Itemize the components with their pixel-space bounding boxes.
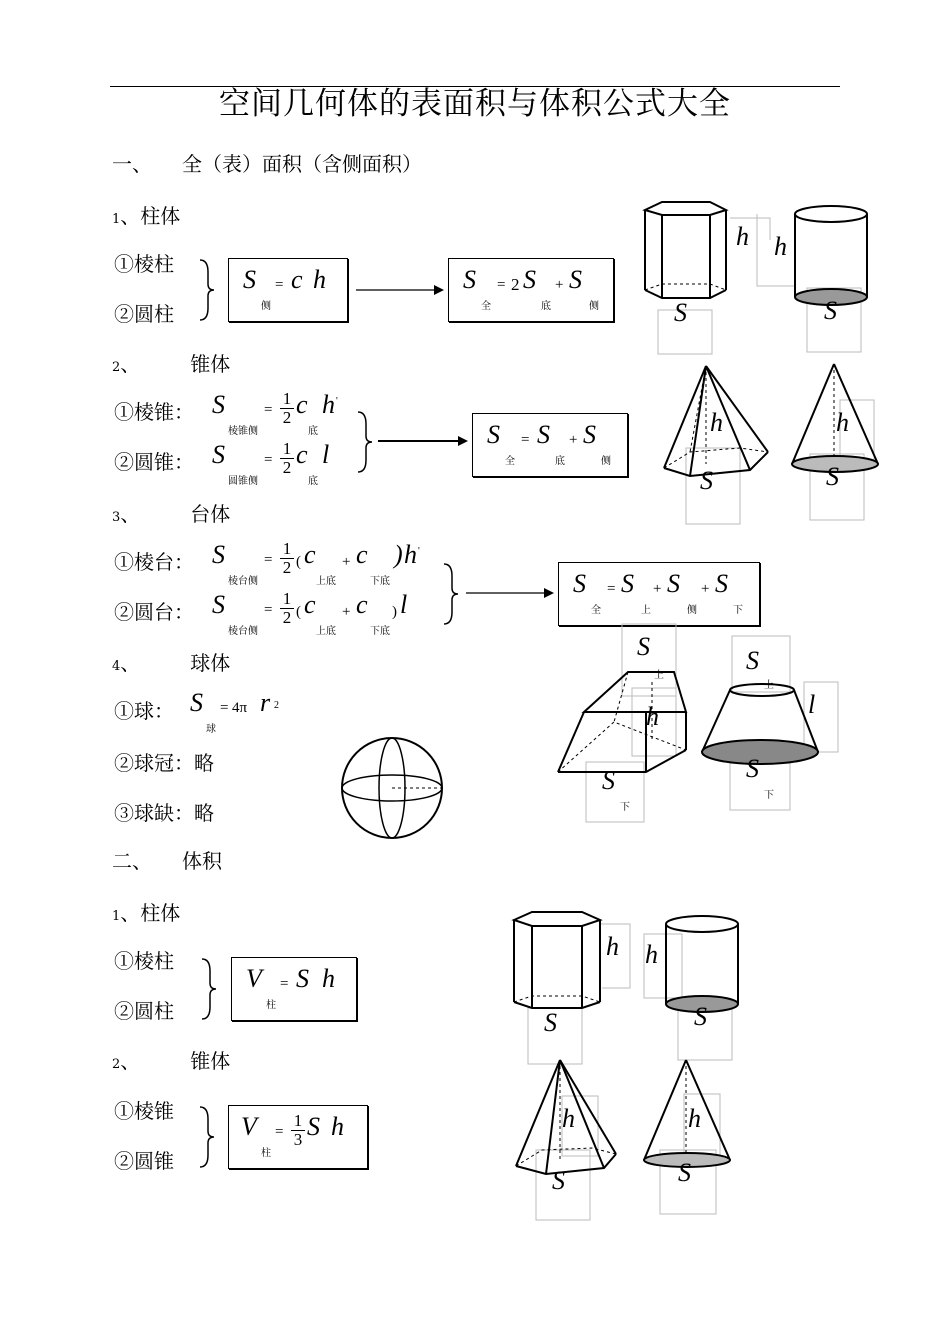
frustum-total-formula-box: S 全 = S 上 + S 侧 + S 下 [558,562,760,626]
pyramid-figure [512,1056,632,1226]
surface-frustum-heading: 3、 台体 [112,502,231,526]
cone-lateral-formula: S 圆锥侧 = $\frac{1}{2}$ c 底 l [212,439,330,487]
cone-volume-formula-box: V 柱 = $\frac{1}{3}$ S h [228,1105,368,1169]
area-label: S [746,754,759,783]
area-label: S [544,1008,557,1037]
pyramid-figure [660,360,780,530]
sphere-figure [340,736,446,842]
cylinder-figure [640,908,760,1068]
height-label: h [562,1104,575,1133]
arrow-icon [378,434,470,448]
frustum-pyramid-lateral-formula: S 棱台侧 = $\frac{1}{2}$ ( c 上底 + c 下底 ) h ' [212,539,420,587]
section-2-label: 体积 [182,849,222,873]
surface-sphere-item-1: ①球： [114,699,174,723]
volume-cone-item-1: ①棱锥 [114,1099,174,1123]
surface-sphere-item-2: ②球冠：略 [114,751,214,775]
page-title: 空间几何体的表面积与体积公式大全 [219,86,731,122]
surface-frustum-item-2: ②圆台： [114,600,194,624]
cone-figure [788,360,888,530]
subscript-label: 下 [764,790,774,801]
slant-label: l [808,690,816,719]
arrow-icon [466,586,556,600]
section-2-number: 二、 [112,849,152,873]
height-label: h [836,408,849,437]
height-label: h [710,408,723,437]
subscript-label: 下 [620,802,630,813]
cylinder-figure [755,200,875,360]
volume-prism-heading: 1、柱体 [112,901,181,925]
surface-prism-item-1: ①棱柱 [114,252,174,276]
height-label: h [646,702,659,731]
surface-prism-item-2: ②圆柱 [114,302,174,326]
area-label: S [746,646,759,675]
height-label: h [774,232,787,261]
volume-cone-item-2: ②圆锥 [114,1149,174,1173]
arrow-icon [356,283,446,297]
height-label: h [645,940,658,969]
area-label: S [674,298,687,327]
surface-cone-item-1: ①棱锥： [114,400,194,424]
subscript-label: 上 [764,680,774,691]
area-label: S [552,1166,565,1195]
subscript-label: 上 [654,670,664,681]
area-label: S [678,1158,691,1187]
section-1-label: 全（表）面积（含侧面积） [182,152,422,176]
height-label: h [606,932,619,961]
prism-volume-formula-box: V 柱 = S h [231,957,357,1021]
surface-cone-item-2: ②圆锥： [114,450,194,474]
volume-cone-heading: 2、 锥体 [112,1049,231,1073]
surface-prism-heading: 1、柱体 [112,204,181,228]
cone-total-formula-box: S 全 = S 底 + S 侧 [472,413,628,477]
surface-sphere-item-3: ③球缺：略 [114,801,214,825]
brace-icon [198,258,218,322]
brace-icon [198,1105,218,1169]
brace-icon [200,957,220,1021]
cone-figure [640,1056,740,1226]
area-label: S [602,766,615,795]
volume-prism-item-2: ②圆柱 [114,999,174,1023]
height-label: h [688,1104,701,1133]
surface-frustum-item-1: ①棱台： [114,550,194,574]
brace-icon [356,410,376,474]
area-label: S [824,296,837,325]
area-label: S [694,1002,707,1031]
brace-icon [442,562,462,626]
pyramid-lateral-formula: S 棱锥侧 = $\frac{1}{2}$ c 底 h ' [212,389,338,437]
surface-cone-heading: 2、 锥体 [112,352,231,376]
volume-prism-item-1: ①棱柱 [114,949,174,973]
height-label: h [736,222,749,251]
prism-lateral-formula-box: S 侧 = c h [228,258,348,322]
surface-sphere-heading: 4、 球体 [112,651,231,675]
area-label: S [700,466,713,495]
frustum-cone-lateral-formula: S 棱台侧 = $\frac{1}{2}$ ( c 上底 + c 下底 ) l [212,589,408,637]
area-label: S [826,462,839,491]
sphere-formula: S 球 = 4π r 2 [190,688,279,735]
area-label: S [637,632,650,661]
section-1-number: 一、 [112,152,152,176]
hexagonal-prism-figure [510,908,640,1068]
prism-total-formula-box: S 全 = 2 S 底 + S 侧 [448,258,614,322]
